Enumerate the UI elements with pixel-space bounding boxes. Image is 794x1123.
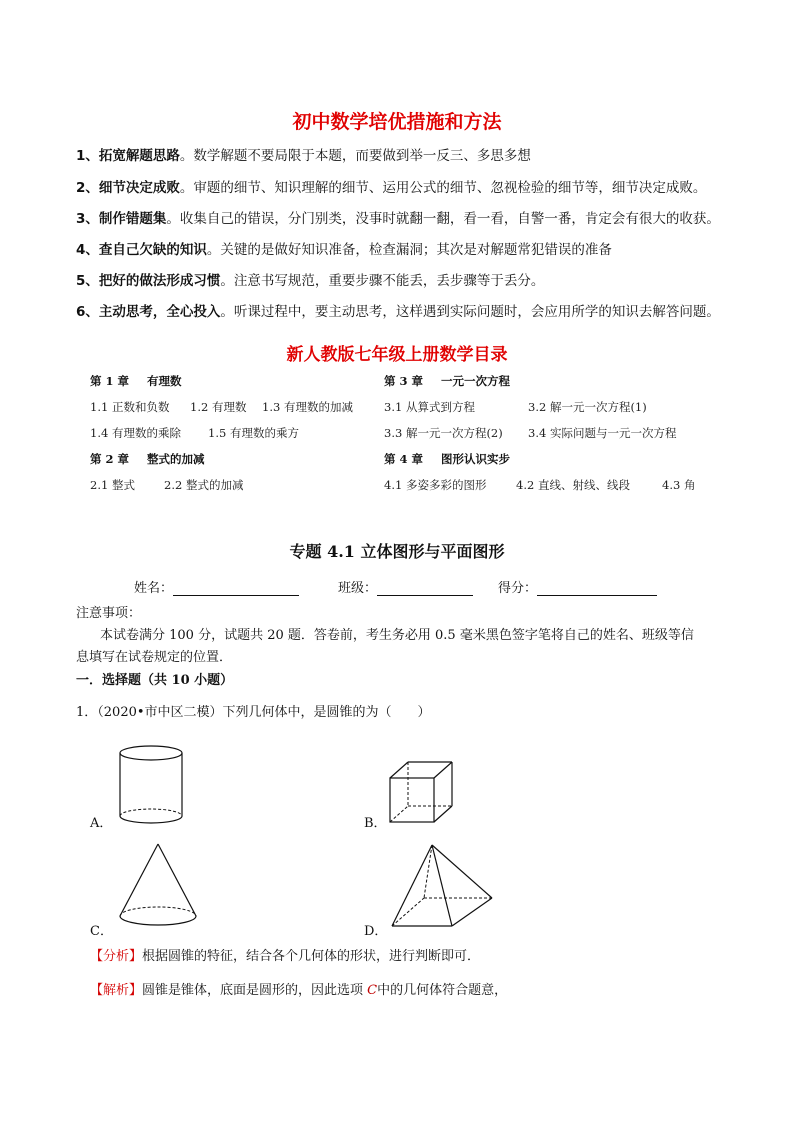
name-field[interactable]	[134, 577, 299, 596]
toc-item: 4.2 直线、射线、线段	[516, 478, 630, 492]
solution: 【解析】圆锥是锥体，底面是圆形的，因此选项 C中的几何体符合题意，	[90, 983, 508, 998]
class-field[interactable]	[338, 577, 473, 596]
toc-chapter-1: 第 1 章 有理数	[90, 374, 182, 388]
toc-item: 4.3 角	[662, 478, 696, 492]
solution-tag: 【解析】	[90, 983, 143, 998]
tip-item: 3、制作错题集。收集自己的错误，分门别类，没事时就翻一翻，看一看，自警一番，肯定会有很大的收获。	[76, 211, 720, 227]
class-underline	[377, 581, 473, 596]
score-underline	[537, 581, 657, 596]
analysis: 【分析】根据圆锥的特征，结合各个几何体的形状，进行判断即可．	[90, 949, 481, 964]
tip-item: 2、细节决定成败。审题的细节、知识理解的细节、运用公式的细节、忽视检验的细节等，细节决定成败。	[76, 180, 707, 196]
option-b-label[interactable]: B．	[364, 816, 387, 831]
topic-title: 专题 4.1 立体图形与平面图形	[289, 542, 505, 561]
solution-variable: C	[367, 983, 378, 998]
toc-item: 2.2 整式的加减	[164, 478, 244, 492]
page-title: 初中数学培优措施和方法	[292, 111, 502, 133]
toc-title: 新人教版七年级上册数学目录	[286, 345, 508, 365]
name-label: 姓名：	[134, 581, 174, 596]
analysis-tag: 【分析】	[90, 949, 143, 964]
question-stem: 1．（2020•市中区二模）下列几何体中，是圆锥的为（ ）	[76, 705, 431, 720]
score-label: 得分：	[498, 581, 538, 596]
cylinder-figure	[116, 744, 188, 828]
toc-chapter-3: 第 3 章 一元一次方程	[384, 374, 511, 388]
toc-chapter-4: 第 4 章 图形认识实步	[384, 452, 511, 466]
option-c-label[interactable]: C．	[90, 924, 113, 939]
pyramid-figure	[390, 842, 494, 932]
tip-item: 4、查自己欠缺的知识。关键的是做好知识准备，检查漏洞；其次是对解题常犯错误的准备	[76, 242, 612, 258]
name-underline	[173, 581, 299, 596]
cone-figure	[116, 842, 200, 930]
toc-item: 1.5 有理数的乘方	[208, 426, 299, 440]
option-d-label[interactable]: D．	[364, 924, 388, 939]
tip-item: 6、主动思考，全心投入。听课过程中，要主动思考，这样遇到实际问题时，会应用所学的知识去解答问题。	[76, 304, 720, 320]
toc-item: 3.4 实际问题与一元一次方程	[528, 426, 677, 440]
cube-figure	[386, 758, 458, 830]
score-field[interactable]	[498, 577, 657, 596]
section-header: 一．选择题（共 10 小题）	[76, 673, 234, 688]
tip-item: 5、把好的做法形成习惯。注意书写规范，重要步骤不能丢，丢步骤等于丢分。	[76, 273, 545, 289]
notice-label: 注意事项：	[76, 606, 142, 621]
notice-line: 息填写在试卷规定的位置．	[76, 650, 233, 665]
class-label: 班级：	[338, 581, 378, 596]
toc-item: 1.4 有理数的乘除	[90, 426, 181, 440]
toc-item: 1.3 有理数的加减	[262, 400, 353, 414]
toc-item: 4.1 多姿多彩的图形	[384, 478, 487, 492]
toc-item: 2.1 整式	[90, 478, 135, 492]
toc-item: 3.2 解一元一次方程(1)	[528, 400, 647, 414]
toc-item: 1.1 正数和负数	[90, 400, 170, 414]
option-a-label[interactable]: A．	[90, 816, 113, 831]
notice-line: 本试卷满分 100 分，试题共 20 题．答卷前，考生务必用 0.5 毫米黑色签字笔将自己的姓名、班级等信	[100, 628, 694, 643]
tip-item: 1、拓宽解题思路。数学解题不要局限于本题，而要做到举一反三、多思多想	[76, 148, 531, 164]
toc-chapter-2: 第 2 章 整式的加减	[90, 452, 205, 466]
toc-item: 3.3 解一元一次方程(2)	[384, 426, 503, 440]
toc-item: 1.2 有理数	[190, 400, 247, 414]
toc-item: 3.1 从算式到方程	[384, 400, 475, 414]
